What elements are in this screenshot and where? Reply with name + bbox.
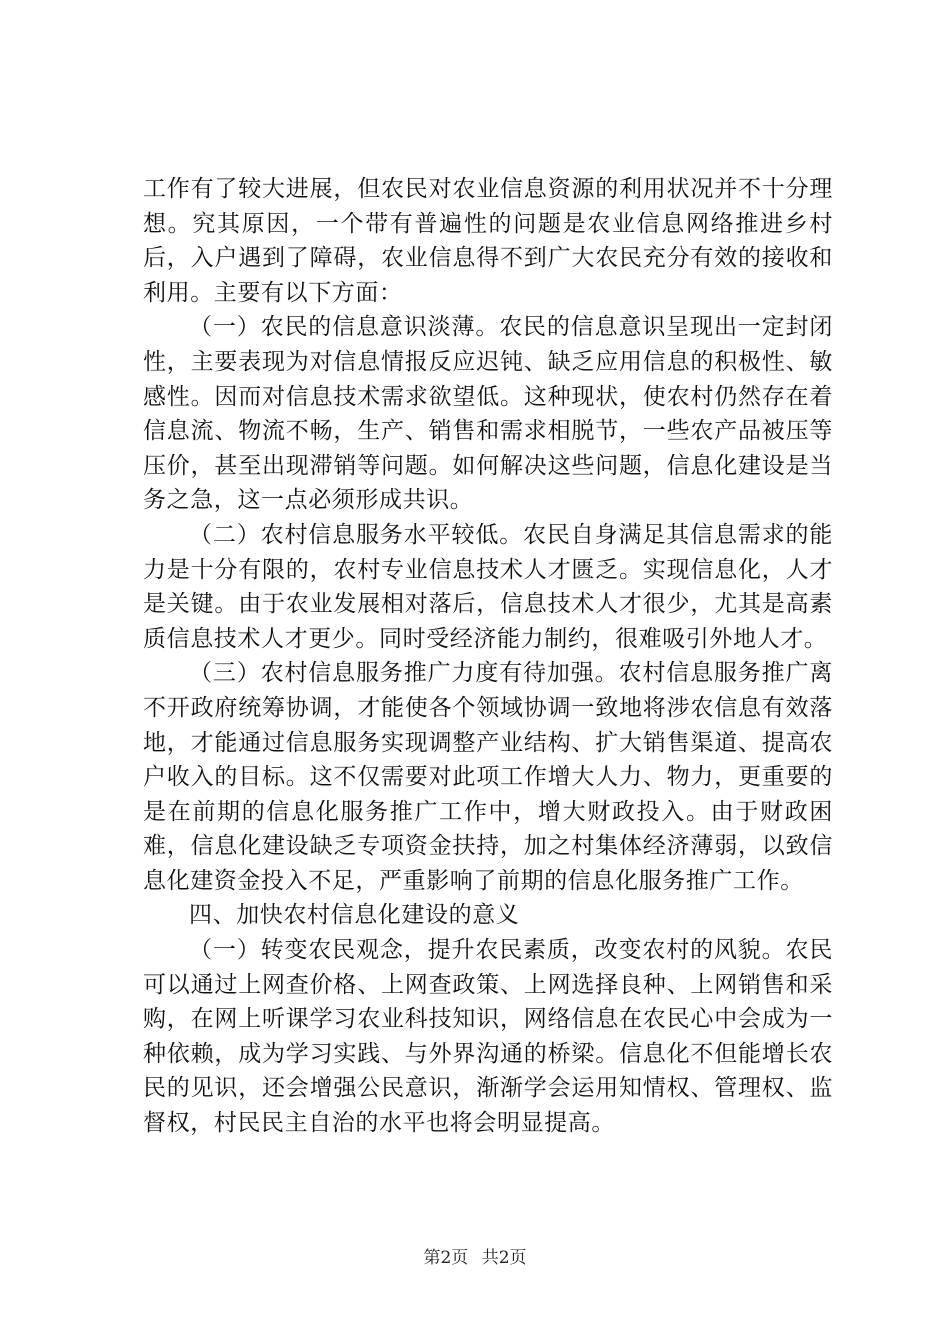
section-heading: 四、加快农村信息化建设的意义 bbox=[189, 902, 520, 929]
page-footer bbox=[0, 1247, 950, 1269]
paragraph-4: （三）农村信息服务推广力度有待加强。农村信息服务推广离不开政府统筹协调，才能使各个领域协调一致地将涉农信息有效落地，才能通过信息服务实现调整产业结构、扩大销售渠道、提高农户收入的目标。这不仅需要对此项工作增大人力、物力，更重要的是在前期的信息化服务推广工作中，增大财政投入。由于财政困难，信息化建设缺乏专项资金扶持，加之村集体经济薄弱，以致信息化建资金投入不足，严重影响了前期的信息化服务推广工作。 bbox=[143, 660, 833, 894]
page-number: 第2页 bbox=[423, 1248, 469, 1268]
paragraph-3: （二）农村信息服务水平较低。农民自身满足其信息需求的能力是十分有限的，农村专业信息技术人才匮乏。实现信息化，人才是关键。由于农业发展相对落后，信息技术人才很少，尤其是高素质信息技术人才更少。同时受经济能力制约，很难吸引外地人才。 bbox=[143, 521, 833, 652]
paragraph-1: 工作有了较大进展，但农民对农业信息资源的利用状况并不十分理想。究其原因，一个带有普遍性的问题是农业信息网络推进乡村后，入户遇到了障碍，农业信息得不到广大农民充分有效的接收和利用。主要有以下方面： bbox=[143, 176, 833, 306]
paragraph-2: （一）农民的信息意识淡薄。农民的信息意识呈现出一定封闭性，主要表现为对信息情报反应迟钝、缺乏应用信息的积极性、敏感性。因而对信息技术需求欲望低。这种现状，使农村仍然存在着信息流、物流不畅，生产、销售和需求相脱节，一些农产品被压等压价，甚至出现滞销等问题。如何解决这些问题，信息化建设是当务之急，这一点必须形成共识。 bbox=[143, 314, 833, 514]
page-total: 共2页 bbox=[481, 1248, 527, 1268]
document-body bbox=[143, 172, 833, 1141]
paragraph-5: （一）转变农民观念，提升农民素质，改变农村的风貌。农民可以通过上网查价格、上网查政策、上网选择良种、上网销售和采购，在网上听课学习农业科技知识，网络信息在农民心中会成为一种依赖，成为学习实践、与外界沟通的桥梁。信息化不但能增长农民的见识，还会增强公民意识，渐渐学会运用知情权、管理权、监督权，村民民主自治的水平也将会明显提高。 bbox=[143, 937, 833, 1137]
